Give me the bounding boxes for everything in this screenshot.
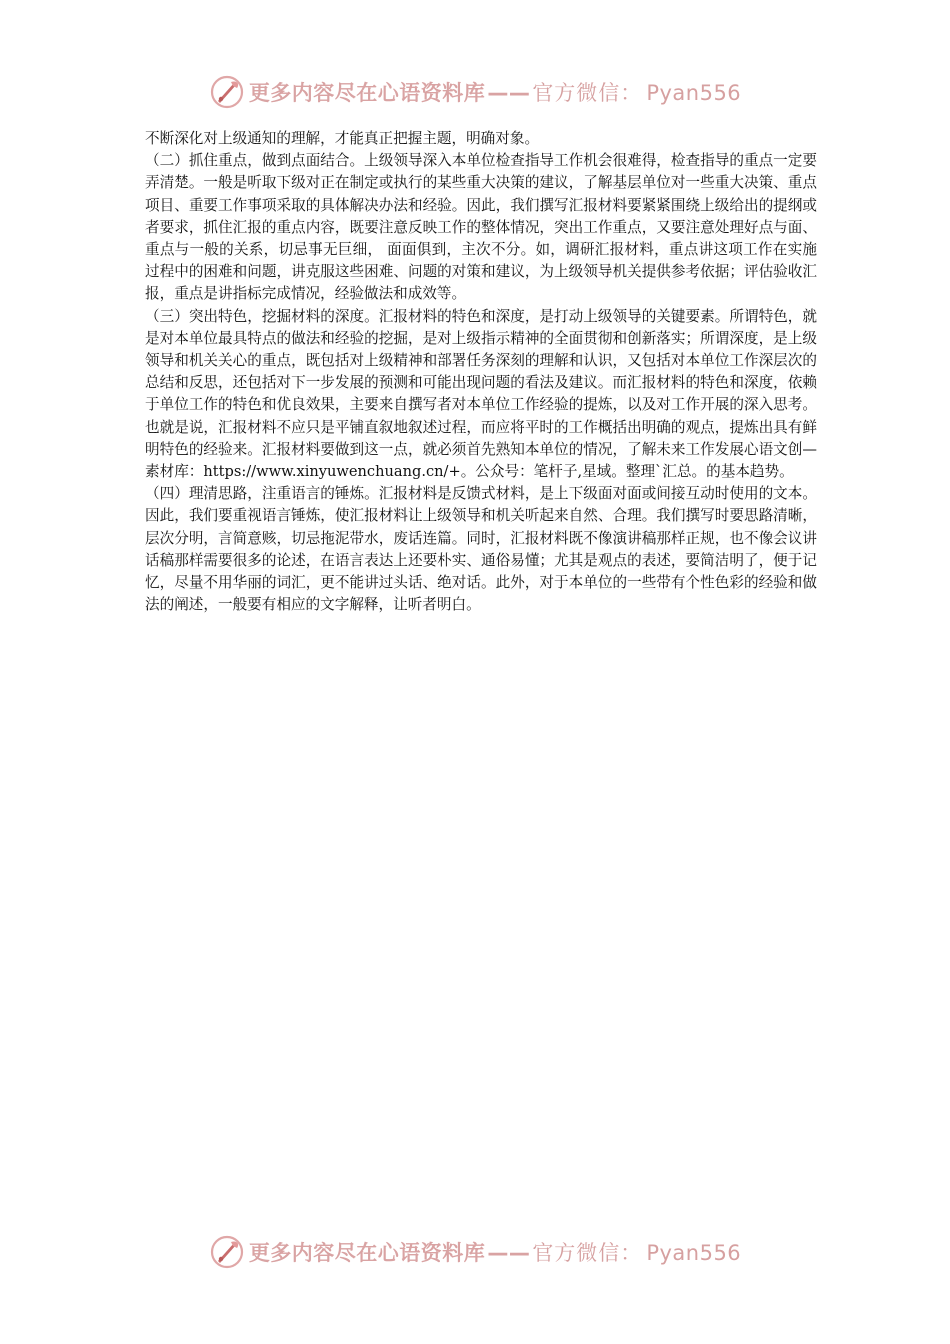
footer-separator: —— (487, 1241, 531, 1265)
quill-pen-logo-icon (209, 74, 245, 110)
footer-slogan: 更多内容尽在心语资料库 (248, 1241, 486, 1265)
header-separator: —— (487, 81, 531, 105)
paragraph-continuation: 不断深化对上级通知的理解，才能真正把握主题，明确对象。 (145, 130, 540, 147)
header-slogan: 更多内容尽在心语资料库 (248, 81, 486, 105)
header-wechat-id: Pyan556 (646, 81, 742, 105)
footer-wechat-label: 官方微信： (532, 1241, 643, 1265)
paragraph-section-2: （二）抓住重点，做到点面结合。上级领导深入本单位检查指导工作机会很难得，检查指导的重点一定要弄清楚。一般是听取下级对正在制定或执行的某些重大决策的建议，了解基层单位对一些重大决策、重点项目、重要工作事项采取的具体解决办法和经验。因此，我们撰写汇报材料要紧紧围绕上级给出的提纲或者要求，抓住汇报的重点内容，既要注意反映工作的整体情况，突出工作重点，又要注意处理好点与面、重点与一般的关系，切忌事无巨细， 面面俱到，主次不分。如，调研汇报材料，重点讲这项工作在实施过程中的困难和问题，讲克服这些困难、问题的对策和建议，为上级领导机关提供参考依据；评估验收汇报，重点是讲指标完成情况，经验做法和成效等。 (145, 152, 817, 303)
quill-pen-logo-icon (209, 1234, 245, 1270)
paragraph-section-3: （三）突出特色，挖掘材料的深度。汇报材料的特色和深度，是打动上级领导的关键要素。所谓特色，就是对本单位最具特点的做法和经验的挖掘，是对上级指示精神的全面贯彻和创新落实；所谓深度，是上级领导和机关关心的重点，既包括对上级精神和部署任务深刻的理解和认识，又包括对本单位工作深层次的总结和反思，还包括对下一步发展的预测和可能出现问题的看法及建议。而汇报材料的特色和深度，依赖于单位工作的特色和优良效果，主要来自撰写者对本单位工作经验的提炼，以及对工作开展的深入思考。也就是说，汇报材料不应只是平铺直叙地叙述过程，而应将平时的工作概括出明确的观点，提炼出具有鲜明特色的经验来。汇报材料要做到这一点，就必须首先熟知本单位的情况，了解未来工作发展心语文创—素材库：https://www.xinyuwenchuang.cn/+。公众号：笔杆子,星域。整理`汇总。的基本趋势。 (145, 307, 817, 481)
footer-text (249, 1237, 741, 1267)
header-wechat-label: 官方微信： (532, 81, 643, 105)
footer-banner (0, 1232, 950, 1272)
paragraph-section-4: （四）理清思路，注重语言的锤炼。汇报材料是反馈式材料，是上下级面对面或间接互动时使用的文本。因此，我们要重视语言锤炼，使汇报材料让上级领导和机关听起来自然、合理。我们撰写时要思路清晰，层次分明，言简意赅，切忌拖泥带水，废话连篇。同时，汇报材料既不像演讲稿那样正规，也不像会议讲话稿那样需要很多的论述，在语言表达上还要朴实、通俗易懂；尤其是观点的表述，要简洁明了，便于记忆，尽量不用华丽的词汇，更不能讲过头话、绝对话。此外，对于本单位的一些带有个性色彩的经验和做法的阐述，一般要有相应的文字解释，让听者明白。 (145, 485, 817, 614)
header-text (249, 77, 741, 107)
header-banner (0, 72, 950, 112)
footer-wechat-id: Pyan556 (646, 1241, 742, 1265)
document-body (145, 128, 817, 616)
